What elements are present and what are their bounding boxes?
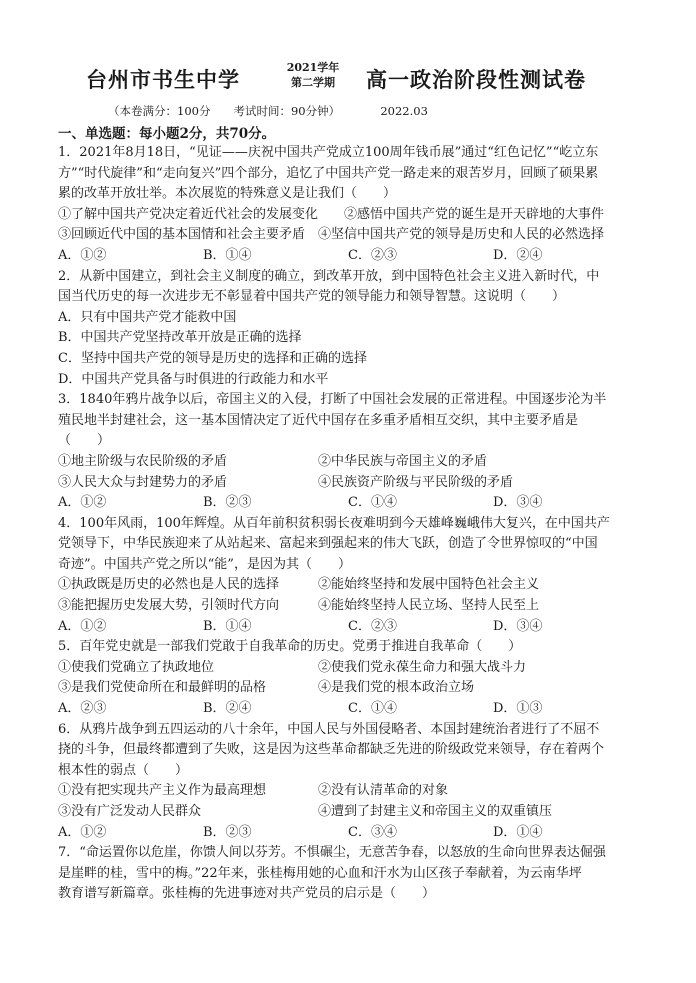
question-7-text: 7．“命运置你以危崖，你馈人间以芬芳。不惧碾尘，无意苦争春，以怒放的生命向世界表达倔强: [58, 845, 606, 861]
statement-1: ①使我们党确立了执政地位: [58, 659, 215, 675]
question-3-choices: [58, 493, 648, 514]
statement-3: ③人民大众与封建势力的矛盾: [58, 474, 228, 490]
question-1-statement: ③回顾近代中国的基本国情和社会主要矛盾 ④坚信中国共产党的领导是历史和人民的必然选择: [58, 227, 605, 243]
question-5-statements: [58, 678, 648, 699]
choice-d: D．③④: [493, 618, 543, 634]
question-3-statements: [58, 473, 648, 494]
section-heading: 一、单选题：每小题2分，共70分。: [58, 126, 276, 142]
choice-a: A．只有中国共产党才能救中国: [58, 309, 237, 325]
choice-b: B．①④: [203, 247, 252, 263]
question-1-text: 方”“时代旋律”和“走向复兴”四个部分，追忆了中国共产党一路走来的艰苦岁月，回顾了硕果累: [58, 165, 599, 181]
question-6-choices: [58, 823, 648, 844]
choice-b: B．②④: [203, 701, 252, 717]
exam-date: 2022.03: [380, 104, 428, 118]
question-list: [58, 143, 648, 905]
title-row: [0, 60, 696, 100]
question-3-text: （ ）: [58, 433, 111, 449]
question-7-text: 教育谱写新篇章。张桂梅的先进事迹对共产党员的启示是（ ）: [58, 886, 436, 902]
statement-2: ②使我们党永葆生命力和强大战斗力: [318, 659, 527, 675]
question-1-choices: [58, 246, 648, 267]
statement-2: ②中华民族与帝国主义的矛盾: [318, 453, 488, 469]
question-1-text: 1．2021年8月18日，“见证——庆祝中国共产党成立100周年钱币展”通过“红色记忆”“屹立东: [58, 145, 599, 160]
choice-a: A．①②: [58, 824, 107, 840]
question-7-text: 是崖畔的桂，雪中的梅。”22年来，张桂梅用她的心血和汗水为山区孩子奉献着，为云南华坪: [58, 865, 582, 881]
full-score: （本卷满分：100分: [108, 104, 211, 118]
question-1-statement: ①了解中国共产党决定着近代社会的发展变化 ②感悟中国共产党的诞生是开天辟地的大事件: [58, 206, 605, 222]
choice-d: D．①③: [493, 701, 543, 717]
statement-1: ①执政既是历史的必然也是人民的选择: [58, 577, 280, 593]
statement-4: ④是我们党的根本政治立场: [318, 680, 475, 696]
exam-title: 高一政治阶段性测试卷: [366, 67, 586, 92]
term: 第二学期: [291, 76, 335, 89]
statement-1: ①没有把实现共产主义作为最高理想: [58, 783, 267, 799]
question-3-text: 殖民地半封建社会，这一基本国情决定了近代中国存在多重矛盾相互交织，其中主要矛盾是: [58, 412, 579, 428]
choice-c: C．①④: [348, 701, 397, 717]
question-3-statements: [58, 452, 648, 473]
question-6-text: 挠的斗争，但最终都遭到了失败，这是因为这些革命都缺乏先进的阶级政党来领导，存在着两个: [58, 742, 605, 758]
statement-4: ④遭到了封建主义和帝国主义的双重镇压: [318, 804, 553, 819]
term-box: [270, 60, 356, 90]
question-2-text: 国当代历史的每一次进步无不彰显着中国共产党的领导能力和领导智慧。这说明（ ）: [58, 289, 566, 305]
choice-a: A．①②: [58, 495, 107, 511]
question-4-text: 奇迹”。中国共产党之所以“能”，是因为其（ ）: [58, 556, 351, 572]
statement-3: ③能把握历史发展大势，引领时代方向: [58, 598, 280, 614]
question-2-text: 2．从新中国建立，到社会主义制度的确立，到改革开放，到中国特色社会主义进入新时代，中: [58, 268, 600, 284]
school-name: 台州市书生中学: [86, 67, 240, 92]
question-4-choices: [58, 617, 648, 638]
choice-c: C．坚持中国共产党的领导是历史的选择和正确的选择: [58, 350, 367, 366]
school-year: 2021学年: [286, 61, 340, 74]
choice-b: B．中国共产党坚持改革开放是正确的选择: [58, 330, 302, 346]
statement-3: ③没有广泛发动人民群众: [58, 804, 202, 819]
question-6-statements: [58, 802, 648, 823]
exam-time: 考试时间：90分钟）: [233, 104, 335, 118]
choice-c: C．②③: [348, 247, 397, 263]
choice-a: A．②③: [58, 701, 107, 717]
question-4-statements: [58, 596, 648, 617]
choice-b: B．②③: [203, 824, 252, 840]
choice-d: D．②④: [493, 247, 543, 263]
question-3-text: 3．1840年鸦片战争以后，帝国主义的入侵，打断了中国社会发展的正常进程。中国逐步沦为半: [58, 392, 607, 408]
question-6-text: 根本性的弱点（ ）: [58, 762, 189, 778]
choice-b: B．①④: [203, 618, 252, 634]
choice-a: A．①②: [58, 247, 107, 263]
choice-d: D．中国共产党具备与时俱进的行政能力和水平: [58, 371, 329, 387]
choice-c: C．③④: [348, 824, 397, 840]
statement-4: ④能始终坚持人民立场、坚持人民至上: [318, 598, 540, 614]
statement-1: ①地主阶级与农民阶级的矛盾: [58, 453, 228, 469]
question-6-text: 6．从鸦片战争到五四运动的八十余年，中国人民与外国侵略者、本国封建统治者进行了不屈不: [58, 721, 600, 737]
choice-a: A．①②: [58, 618, 107, 634]
question-5-statements: [58, 658, 648, 679]
statement-3: ③是我们党使命所在和最鲜明的品格: [58, 680, 267, 696]
question-6-statements: [58, 781, 648, 802]
choice-c: C．①④: [348, 495, 397, 511]
question-4-statements: [58, 575, 648, 596]
statement-2: ②能始终坚持和发展中国特色社会主义: [318, 577, 540, 593]
question-5-choices: [58, 699, 648, 720]
choice-c: C．②③: [348, 618, 397, 634]
exam-info: [108, 103, 428, 119]
statement-2: ②没有认清革命的对象: [318, 783, 449, 799]
question-1-text: 累的改革开放壮举。本次展览的特殊意义是让我们（ ）: [58, 186, 397, 202]
choice-b: B．②③: [203, 495, 252, 511]
question-4-text: 4．100年风雨，100年辉煌。从百年前积贫积弱长夜难明到今天雄峰巍峨伟大复兴，在中国共产: [58, 515, 610, 531]
question-4-text: 党领导下，中华民族迎来了从站起来、富起来到强起来的伟大飞跃，创造了令世界惊叹的“中国: [58, 536, 598, 552]
choice-d: D．①④: [493, 824, 543, 840]
choice-d: D．③④: [493, 495, 543, 511]
question-5-text: 5．百年党史就是一部我们党敢于自我革命的历史。党勇于推进自我革命（ ）: [58, 639, 522, 655]
statement-4: ④民族资产阶级与平民阶级的矛盾: [318, 474, 514, 490]
